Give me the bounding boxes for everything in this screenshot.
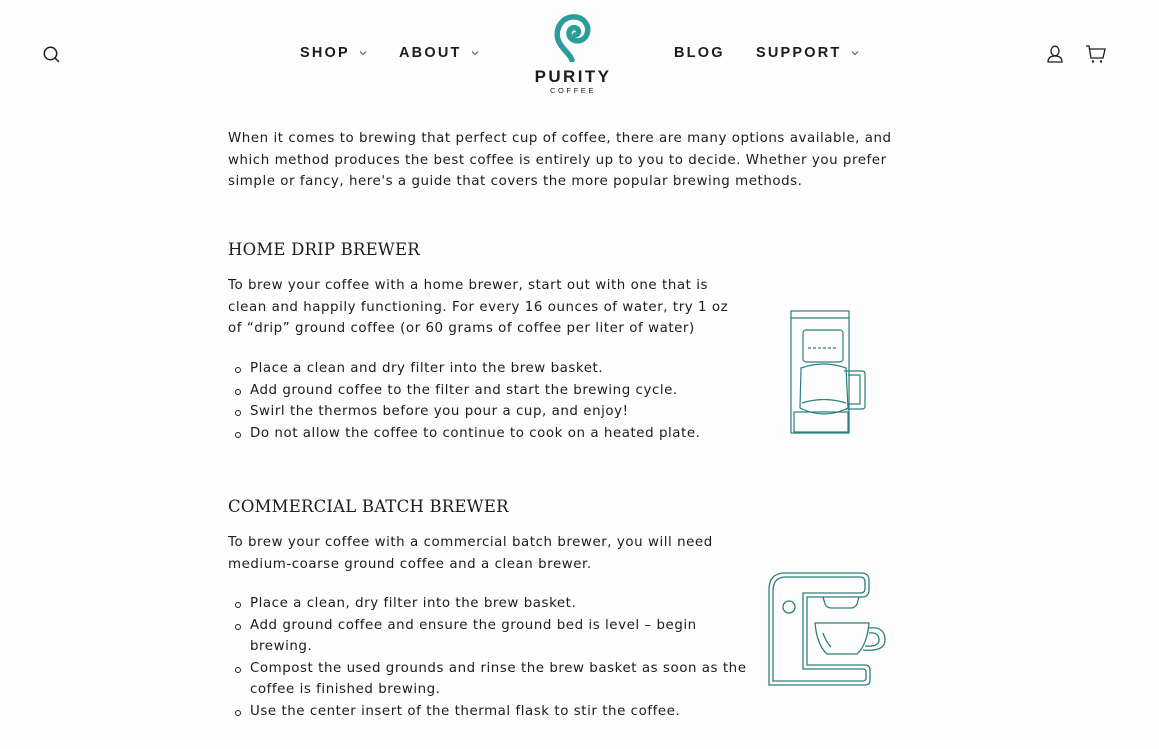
section-description: To brew your coffee with a home brewer, start out with one that is clean and happily functioning. For every 16 ounces of water, try 1 oz of “drip” ground coffee (or 60 grams of coffee per liter of water)	[228, 278, 729, 337]
account-button[interactable]	[1045, 44, 1067, 64]
nav-about[interactable]	[399, 45, 479, 61]
nav-about-label: ABOUT	[399, 45, 462, 61]
list-item: Do not allow the coffee to continue to cook on a heated plate.	[228, 423, 748, 445]
section-description: To brew your coffee with a commercial batch brewer, you will need medium-coarse ground coffee and a clean brewer.	[228, 535, 713, 572]
section-home-drip-brewer	[228, 240, 748, 444]
logo-sub-text: COFFEE	[549, 86, 597, 95]
section-title: HOME DRIP BREWER	[228, 240, 420, 259]
chevron-down-icon	[851, 49, 859, 57]
section-title: COMMERCIAL BATCH BREWER	[228, 497, 509, 516]
cart-icon	[1085, 44, 1107, 64]
list-item: Add ground coffee and ensure the ground bed is level – begin brewing.	[228, 615, 748, 658]
nav-shop[interactable]	[300, 45, 367, 61]
list-item: Compost the used grounds and rinse the brew basket as soon as the coffee is finished brewing.	[228, 658, 748, 701]
drip-coffee-maker-icon	[786, 308, 870, 438]
intro-paragraph: When it comes to brewing that perfect cup of coffee, there are many options available, and which method produces the best coffee is entirely up to you to decide. Whether you prefer simple or fancy, here's a guide that covers the more popular brewing methods.	[228, 131, 892, 190]
logo[interactable]	[528, 14, 618, 96]
nav-support-label: SUPPORT	[756, 45, 842, 61]
list-item: Place a clean, dry filter into the brew basket.	[228, 593, 748, 615]
steps-list	[228, 358, 748, 444]
user-icon	[1045, 44, 1065, 64]
chevron-down-icon	[471, 49, 479, 57]
chevron-down-icon	[359, 49, 367, 57]
search-button[interactable]	[42, 45, 62, 65]
nav-blog-label: BLOG	[674, 45, 725, 61]
nav-shop-label: SHOP	[300, 45, 350, 61]
nav-support[interactable]	[756, 45, 859, 61]
cart-button[interactable]	[1085, 44, 1107, 64]
steps-list	[228, 593, 748, 722]
nav-blog[interactable]	[674, 45, 725, 61]
espresso-machine-cup-icon	[765, 570, 891, 690]
search-icon	[42, 45, 62, 65]
list-item: Swirl the thermos before you pour a cup, and enjoy!	[228, 401, 748, 423]
list-item: Place a clean and dry filter into the brew basket.	[228, 358, 748, 380]
logo-brand-text: PURITY	[534, 67, 612, 86]
site-header	[0, 0, 1159, 110]
section-commercial-batch-brewer	[228, 497, 748, 722]
list-item: Add ground coffee to the filter and start the brewing cycle.	[228, 380, 748, 402]
swirl-logo-icon	[553, 14, 593, 62]
list-item: Use the center insert of the thermal flask to stir the coffee.	[228, 701, 748, 723]
